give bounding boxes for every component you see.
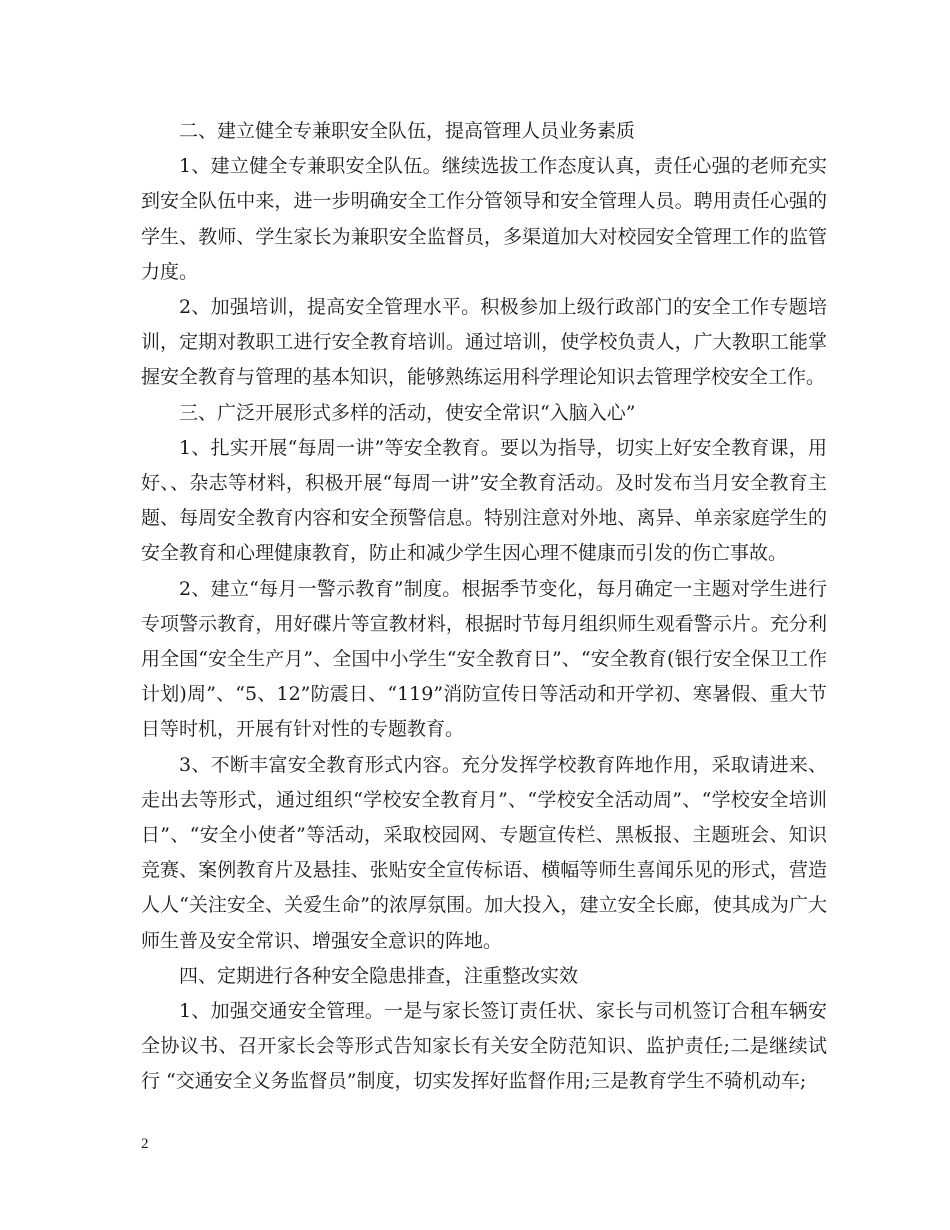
section-heading-3: 三、广泛开展形式多样的活动，使安全常识“入脑入心”	[179, 401, 636, 424]
paragraph: 3、不断丰富安全教育形式内容。充分发挥学校教育阵地作用，采取请进来、走出去等形式，通过组织“学校安全教育月”、“学校安全活动周”、“学校安全培训日”、“安全小使者”等活动，采取校园网、专题宣传栏、黑板报、主题班会、知识竞赛、案例教育片及悬挂、张贴安全宣传标语、横幅等师生喜闻乐见的形式，营造人人“关注安全、关爱生命”的浓厚氛围。加大投入，建立安全长廊，使其成为广大师生普及安全常识、增强安全意识的阵地。	[141, 753, 827, 952]
paragraph: 1、扎实开展“每周一讲”等安全教育。要以为指导，切实上好安全教育课，用好、、杂志等材料，积极开展“每周一讲”安全教育活动。及时发布当月安全教育主题、每周安全教育内容和安全预警信息。特别注意对外地、离异、单亲家庭学生的安全教育和心理健康教育，防止和减少学生因心理不健康而引发的伤亡事故。	[141, 436, 827, 565]
section-heading-4: 四、定期进行各种安全隐患排查，注重整改实效	[179, 964, 579, 987]
page-number: 2	[141, 1136, 149, 1152]
paragraph: 2、建立“每月一警示教育”制度。根据季节变化，每月确定一主题对学生进行专项警示教育，用好碟片等宣教材料，根据时节每月组织师生观看警示片。充分利用全国“安全生产月”、全国中小学生“安全教育日”、“安全教育(银行安全保卫工作计划)周”、“5、12”防震日、“119”消防宣传日等活动和开学初、寒暑假、重大节日等时机，开展有针对性的专题教育。	[141, 577, 827, 741]
document-body	[141, 114, 827, 1100]
paragraph: 1、建立健全专兼职安全队伍。继续选拔工作态度认真，责任心强的老师充实到安全队伍中来，进一步明确安全工作分管领导和安全管理人员。聘用责任心强的学生、教师、学生家长为兼职安全监督员，多渠道加大对校园安全管理工作的监管力度。	[141, 155, 827, 283]
paragraph: 2、加强培训，提高安全管理水平。积极参加上级行政部门的安全工作专题培训，定期对教职工进行安全教育培训。通过培训，使学校负责人，广大教职工能掌握安全教育与管理的基本知识，能够熟练运用科学理论知识去管理学校安全工作。	[141, 296, 827, 389]
paragraph: 1、加强交通安全管理。一是与家长签订责任状、家长与司机签订合租车辆安全协议书、召开家长会等形式告知家长有关安全防范知识、监护责任;二是继续试行 “交通安全义务监督员”制度，切实发挥好监督作用;三是教育学生不骑机动车;	[141, 1000, 827, 1093]
section-heading-2: 二、建立健全专兼职安全队伍，提高管理人员业务素质	[179, 120, 636, 142]
